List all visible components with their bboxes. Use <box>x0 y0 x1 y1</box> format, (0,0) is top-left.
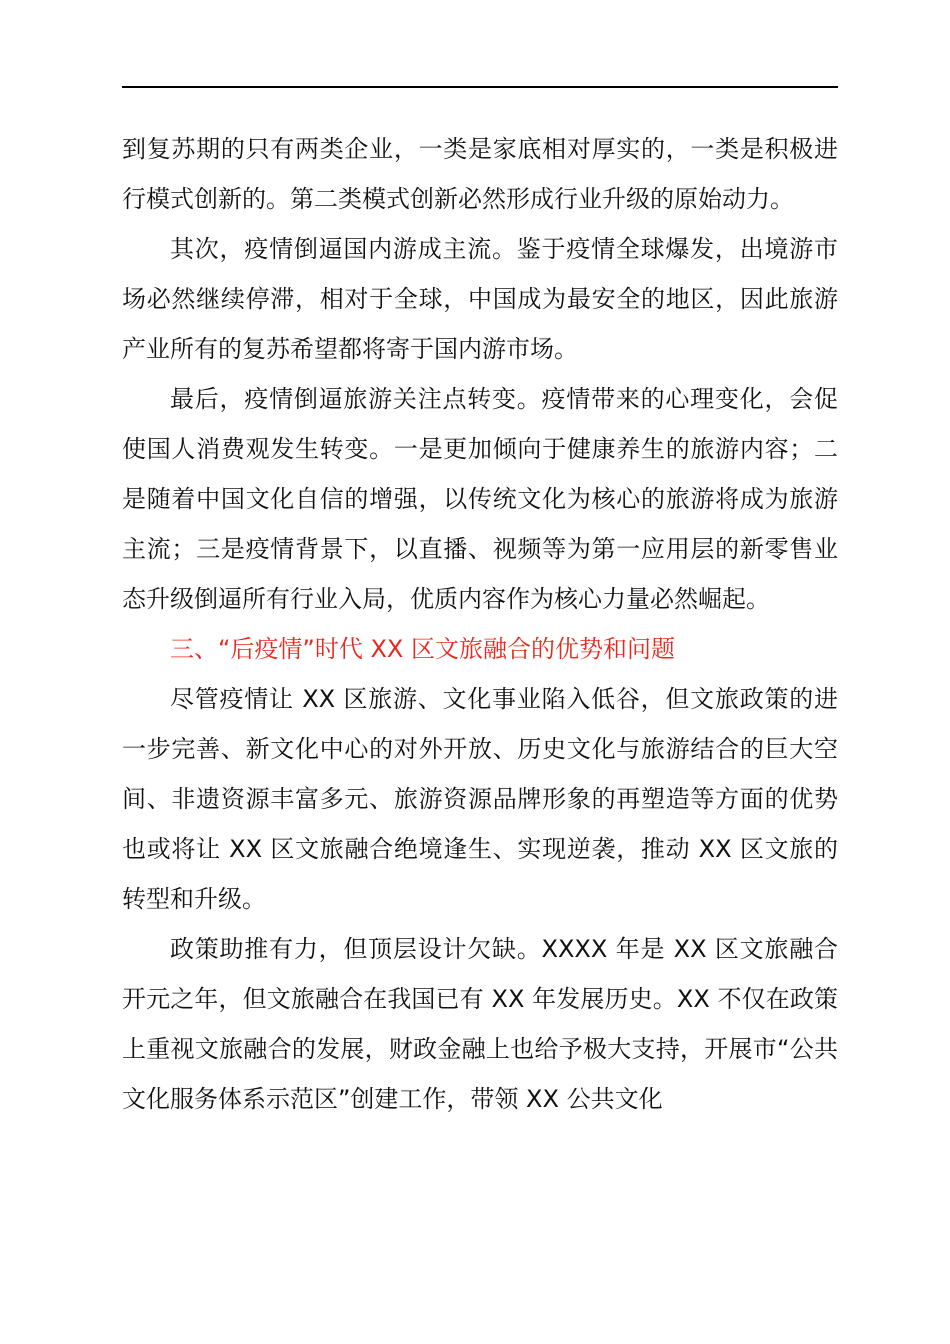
section-heading: 三、“后疫情”时代 XX 区文旅融合的优势和问题 <box>170 635 676 663</box>
header-rule <box>122 86 838 88</box>
paragraph-continuation: 到复苏期的只有两类企业，一类是家底相对厚实的，一类是积极进行模式创新的。第二类模式创新必然形成行业升级的原始动力。 <box>122 135 838 213</box>
paragraph-advantages: 尽管疫情让 XX 区旅游、文化事业陷入低谷，但文旅政策的进一步完善、新文化中心的对外开放、历史文化与旅游结合的巨大空间、非遗资源丰富多元、旅游资源品牌形象的再塑造等方面的优势也或将让 XX 区文旅融合绝境逢生、实现逆袭，推动 XX 区文旅的转型和升级。 <box>122 685 838 913</box>
paragraph-second-point: 其次，疫情倒逼国内游成主流。鉴于疫情全球爆发，出境游市场必然继续停滞，相对于全球，中国成为最安全的地区，因此旅游产业所有的复苏希望都将寄于国内游市场。 <box>122 235 838 363</box>
paragraph-last-point: 最后，疫情倒逼旅游关注点转变。疫情带来的心理变化，会促使国人消费观发生转变。一是更加倾向于健康养生的旅游内容；二是随着中国文化自信的增强，以传统文化为核心的旅游将成为旅游主流；三是疫情背景下，以直播、视频等为第一应用层的新零售业态升级倒逼所有行业入局，优质内容作为核心力量必然崛起。 <box>122 385 838 613</box>
paragraph-policy: 政策助推有力，但顶层设计欠缺。XXXX 年是 XX 区文旅融合开元之年，但文旅融合在我国已有 XX 年发展历史。XX 不仅在政策上重视文旅融合的发展，财政金融上也给予极大支持，开展市“公共文化服务体系示范区”创建工作，带领 XX 公共文化 <box>122 935 838 1113</box>
document-body <box>122 124 838 1124</box>
